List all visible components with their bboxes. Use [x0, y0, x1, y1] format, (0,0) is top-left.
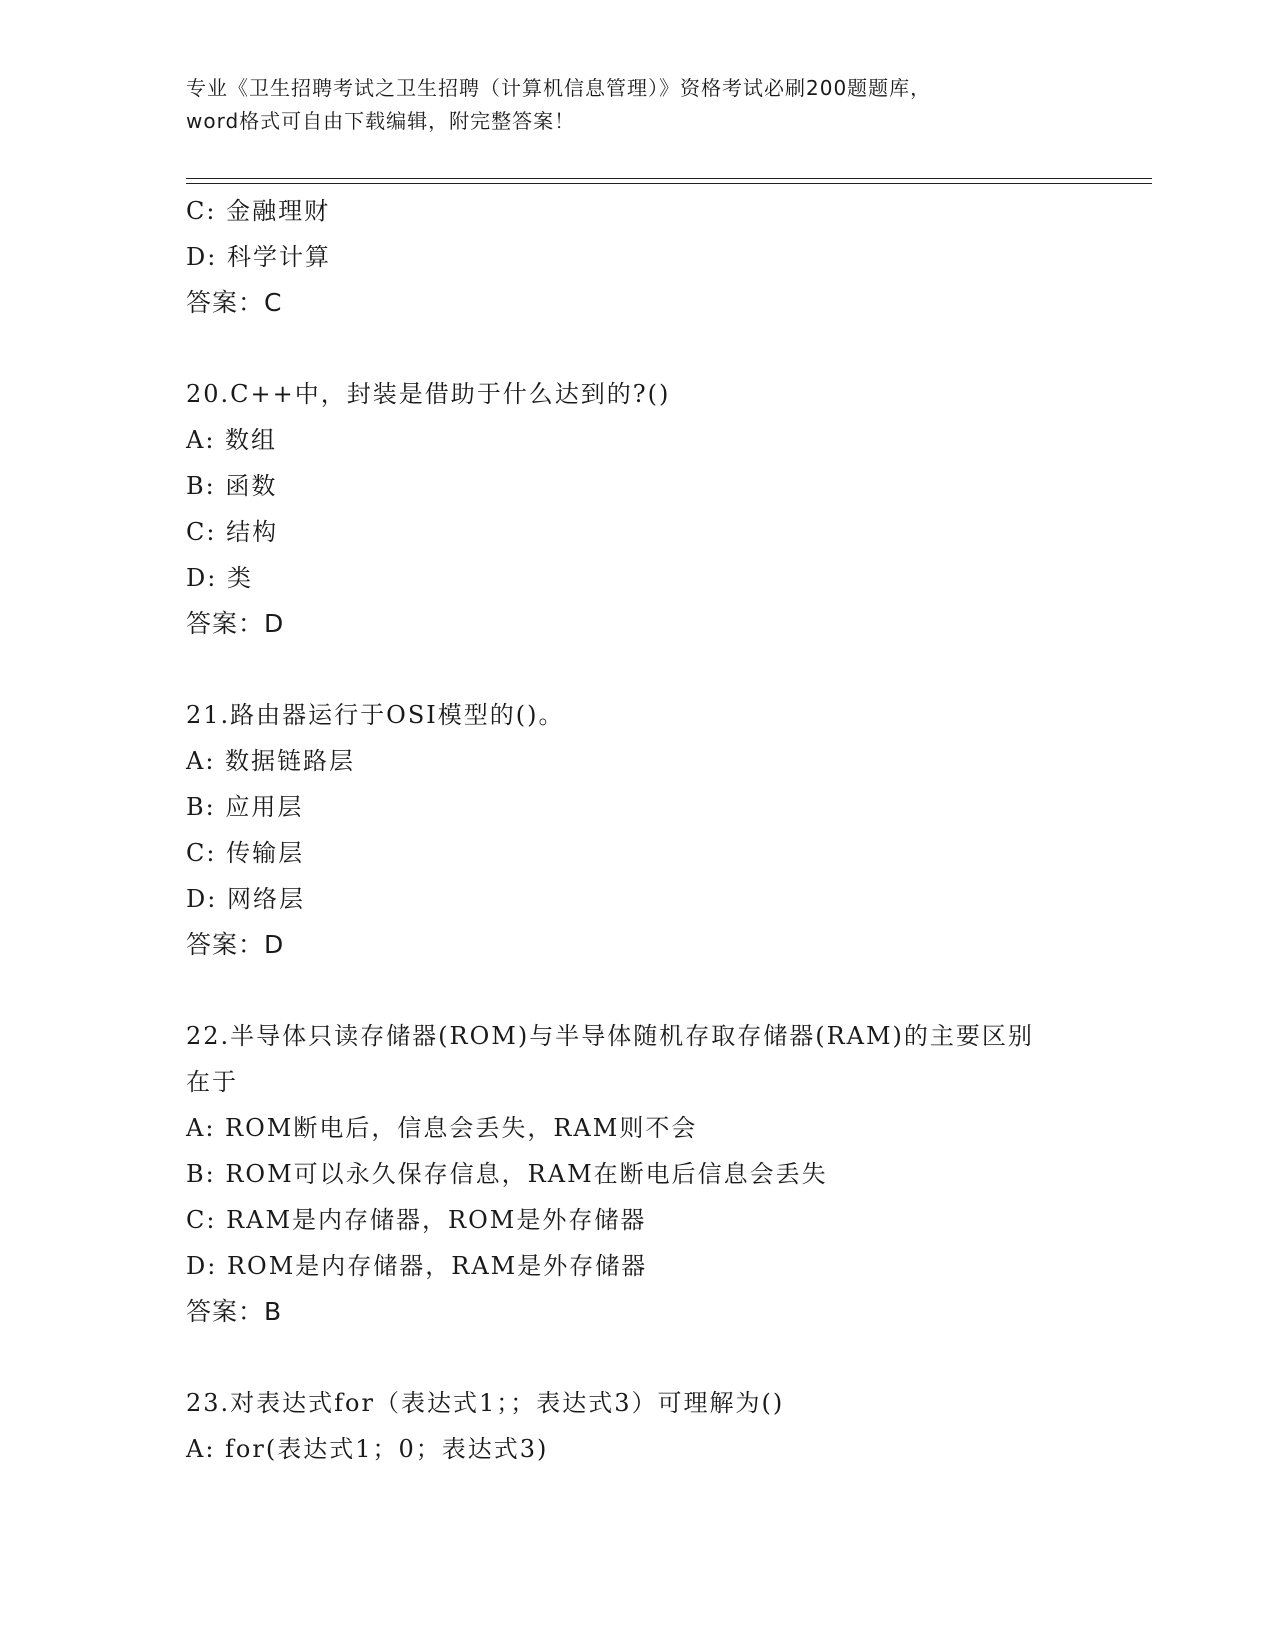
answer-label: 答案：C: [186, 288, 283, 317]
option-a: A: for(表达式1；0；表达式3): [186, 1435, 549, 1463]
spacer: [186, 647, 1086, 692]
question-21: [186, 692, 1086, 968]
option-c: C: 结构: [186, 518, 279, 546]
option-b: B: ROM可以永久保存信息，RAM在断电后信息会丢失: [186, 1160, 828, 1188]
question-stem-continuation: 在于: [186, 1068, 238, 1096]
question-stem: 23.对表达式for（表达式1；；表达式3）可理解为(): [186, 1389, 785, 1417]
question-stem: 21.路由器运行于OSI模型的()。: [186, 701, 565, 729]
header-divider-bottom: [186, 183, 1152, 184]
question-22: [186, 1013, 1086, 1335]
spacer: [186, 968, 1086, 1013]
answer-label: 答案：D: [186, 930, 285, 959]
option-d: D: ROM是内存储器，RAM是外存储器: [186, 1252, 648, 1280]
question-stem: 20.C++中，封装是借助于什么达到的?(): [186, 380, 671, 408]
header-title-line-1: 专业《卫生招聘考试之卫生招聘（计算机信息管理）》资格考试必刷200题题库，: [186, 76, 932, 100]
option-d: D: 网络层: [186, 885, 305, 913]
spacer: [186, 1335, 1086, 1380]
option-c: C: 传输层: [186, 839, 305, 867]
spacer: [186, 326, 1086, 371]
option-a: A: ROM断电后，信息会丢失，RAM则不会: [186, 1114, 698, 1142]
question-20: [186, 371, 1086, 647]
document-header: [186, 72, 1086, 138]
option-c: C: RAM是内存储器，ROM是外存储器: [186, 1206, 647, 1234]
header-divider-top: [186, 178, 1152, 179]
question-19-tail: [186, 188, 1086, 326]
question-stem: 22.半导体只读存储器(ROM)与半导体随机存取存储器(RAM)的主要区别: [186, 1022, 1034, 1050]
option-b: B: 函数: [186, 472, 278, 500]
question-list: [186, 188, 1086, 1472]
option-a: A: 数组: [186, 426, 278, 454]
question-23: [186, 1380, 1086, 1472]
answer-label: 答案：D: [186, 609, 285, 638]
option-c: C: 金融理财: [186, 197, 331, 225]
option-b: B: 应用层: [186, 793, 304, 821]
answer-label: 答案：B: [186, 1297, 283, 1326]
option-d: D: 类: [186, 564, 253, 592]
header-title-line-2: word格式可自由下载编辑，附完整答案！: [186, 109, 576, 133]
option-d: D: 科学计算: [186, 243, 331, 271]
option-a: A: 数据链路层: [186, 747, 356, 775]
